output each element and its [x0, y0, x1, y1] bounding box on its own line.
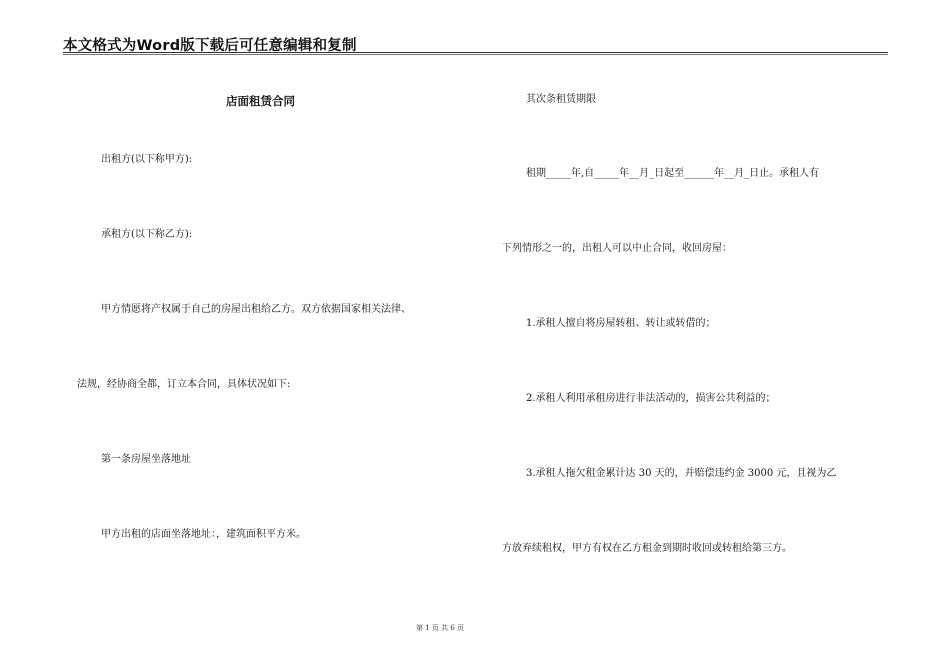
article-1-heading: 第一条房屋坐落地址	[101, 454, 191, 465]
paragraph-lessor: 出租方(以下称甲方):	[101, 154, 193, 165]
document-title: 店面租赁合同	[226, 94, 295, 108]
page-number: 第 1 页 共 6 页	[415, 624, 465, 632]
termination-clause-2: 2.承租人利用承租房进行非法活动的，损害公共利益的；	[526, 393, 776, 404]
header-divider	[63, 52, 888, 53]
termination-clause-3-line2: 方放弃续租权，甲方有权在乙方租金到期时收回或转租给第三方。	[502, 543, 792, 554]
termination-clause-3-line1: 3.承租人拖欠租金累计达 30 天的，并赔偿违约金 3000 元，且视为乙	[526, 468, 837, 479]
paragraph-intro-line1: 甲方情愿将产权属于自己的房屋出租给乙方。双方依据国家相关法律、	[101, 304, 411, 315]
termination-clause-1: 1.承租人擅自将房屋转租、转让或转借的；	[526, 318, 716, 329]
article-2-heading: 其次条租赁期限	[526, 94, 596, 105]
header-divider-thin	[63, 54, 888, 55]
article-1-body: 甲方出租的店面坐落地址：，建筑面积平方米。	[101, 529, 306, 540]
article-2-term-line1: 租期_____年,自_____年__月_日起至______年__月_日止。承租人有	[526, 168, 820, 179]
paragraph-lessee: 承租方(以下称乙方):	[101, 229, 193, 240]
page-header-text: 本文格式为Word版下载后可任意编辑和复制	[63, 38, 357, 54]
paragraph-intro-line2: 法规，经协商全都，订立本合同，具体状况如下:	[77, 379, 291, 390]
article-2-term-line2: 下列情形之一的，出租人可以中止合同，收回房屋：	[502, 243, 732, 254]
